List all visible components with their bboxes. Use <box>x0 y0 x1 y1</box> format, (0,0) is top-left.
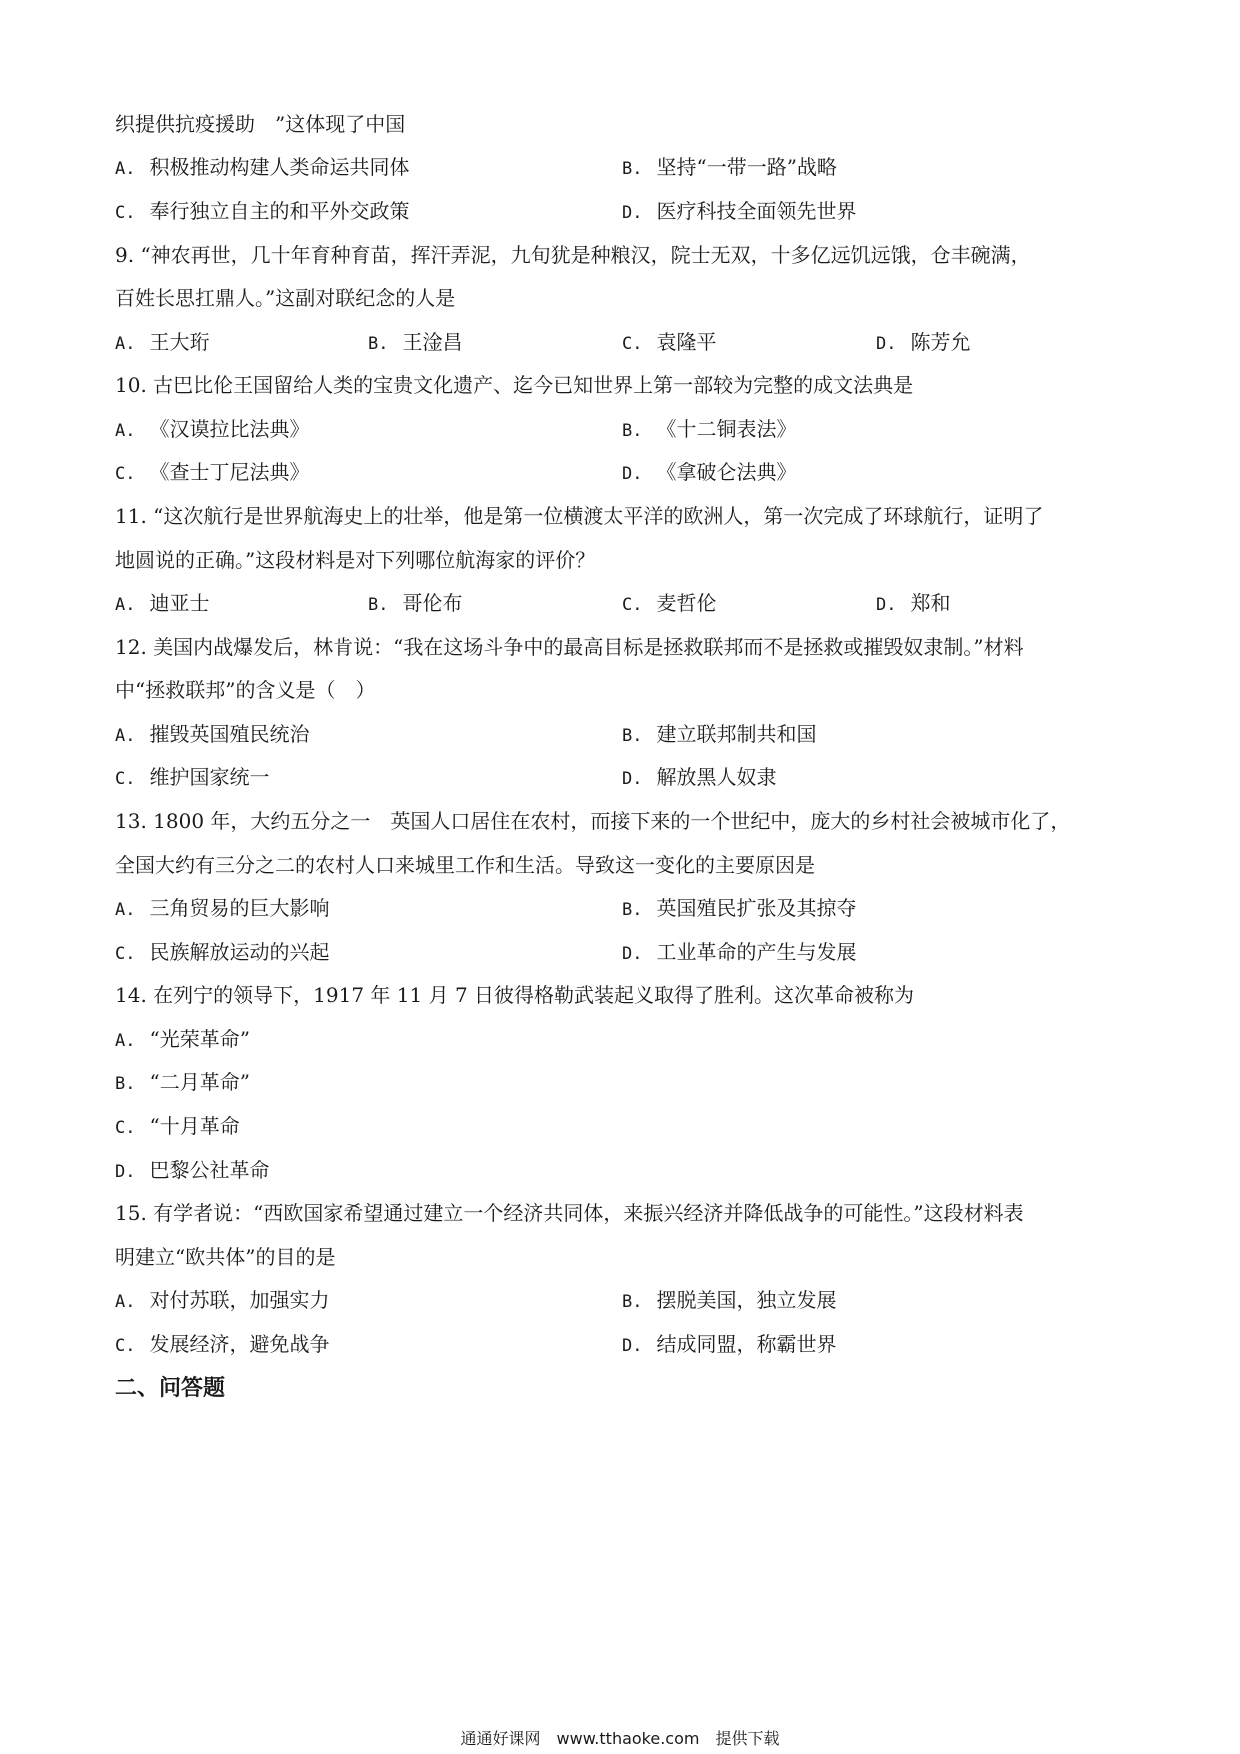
q9-stem-line1: 9. “神农再世，几十年育种育苗，挥汗弄泥，九旬犹是种粮汉，院士无双，十多亿远饥远饿，仓丰碗满， <box>115 243 1031 267</box>
q12-option-c: C. 维护国家统一 <box>115 765 270 789</box>
q13-stem-line1: 13. 1800 年，大约五分之一 英国人口居住在农村，而接下来的一个世纪中，庞大的乡村社会被城市化了， <box>115 809 1071 833</box>
q15-option-d: D. 结成同盟，称霸世界 <box>622 1332 837 1356</box>
q9-option-b: B. 王淦昌 <box>368 330 463 354</box>
q13-option-b: B. 英国殖民扩张及其掠夺 <box>622 896 857 920</box>
q14-option-b: B. “二月革命” <box>115 1070 250 1094</box>
q10-stem: 10. 古巴比伦王国留给人类的宝贵文化遗产、迄今已知世界上第一部较为完整的成文法典是 <box>115 373 914 397</box>
q14-option-a: A. “光荣革命” <box>115 1027 250 1051</box>
q13-stem-line2: 全国大约有三分之二的农村人口来城里工作和生活。导致这一变化的主要原因是 <box>115 853 815 877</box>
q12-option-d: D. 解放黑人奴隶 <box>622 765 777 789</box>
q8-option-d: D. 医疗科技全面领先世界 <box>622 199 857 223</box>
q12-option-b: B. 建立联邦制共和国 <box>622 722 817 746</box>
q15-option-a: A. 对付苏联，加强实力 <box>115 1288 330 1312</box>
section-heading: 二、问答题 <box>115 1376 226 1401</box>
q8-stem-tail: 织提供抗疫援助 ”这体现了中国 <box>115 112 406 136</box>
q8-option-c: C. 奉行独立自主的和平外交政策 <box>115 199 410 223</box>
q13-option-a: A. 三角贸易的巨大影响 <box>115 896 330 920</box>
q11-option-a: A. 迪亚士 <box>115 591 210 615</box>
q15-option-b: B. 摆脱美国，独立发展 <box>622 1288 837 1312</box>
q14-option-d: D. 巴黎公社革命 <box>115 1158 270 1182</box>
q10-option-d: D. 《拿破仑法典》 <box>622 460 797 484</box>
q14-option-c: C. “十月革命 <box>115 1114 240 1138</box>
q10-option-a: A. 《汉谟拉比法典》 <box>115 417 310 441</box>
q9-option-a: A. 王大珩 <box>115 330 210 354</box>
q11-option-b: B. 哥伦布 <box>368 591 463 615</box>
q15-stem-line2: 明建立“欧共体”的目的是 <box>115 1245 336 1269</box>
q10-option-b: B. 《十二铜表法》 <box>622 417 797 441</box>
q9-option-c: C. 袁隆平 <box>622 330 717 354</box>
q9-option-d: D. 陈芳允 <box>876 330 971 354</box>
q11-option-c: C. 麦哲伦 <box>622 591 717 615</box>
q10-option-c: C. 《查士丁尼法典》 <box>115 460 310 484</box>
q14-stem: 14. 在列宁的领导下，1917 年 11 月 7 日彼得格勒武装起义取得了胜利。这次革命被称为 <box>115 983 915 1007</box>
q12-option-a: A. 摧毁英国殖民统治 <box>115 722 310 746</box>
q13-option-c: C. 民族解放运动的兴起 <box>115 940 330 964</box>
q11-stem-line2: 地圆说的正确。”这段材料是对下列哪位航海家的评价？ <box>115 548 596 572</box>
q11-option-d: D. 郑和 <box>876 591 951 615</box>
q9-stem-line2: 百姓长思扛鼎人。”这副对联纪念的人是 <box>115 286 456 310</box>
q15-stem-line1: 15. 有学者说：“西欧国家希望通过建立一个经济共同体，来振兴经济并降低战争的可能性。”这段材料表 <box>115 1201 1024 1225</box>
q12-stem-line1: 12. 美国内战爆发后，林肯说：“我在这场斗争中的最高目标是拯救联邦而不是拯救或摧毁奴隶制。”材料 <box>115 635 1024 659</box>
q8-option-b: B. 坚持“一带一路”战略 <box>622 155 837 179</box>
q8-option-a: A. 积极推动构建人类命运共同体 <box>115 155 410 179</box>
page-footer: 通通好课网 www.tthaoke.com 提供下载 <box>460 1729 780 1748</box>
q11-stem-line1: 11. “这次航行是世界航海史上的壮举，他是第一位横渡太平洋的欧洲人，第一次完成了环球航行，证明了 <box>115 504 1044 528</box>
q13-option-d: D. 工业革命的产生与发展 <box>622 940 857 964</box>
q12-stem-line2: 中“拯救联邦”的含义是（ ） <box>115 678 376 702</box>
q15-option-c: C. 发展经济，避免战争 <box>115 1332 330 1356</box>
